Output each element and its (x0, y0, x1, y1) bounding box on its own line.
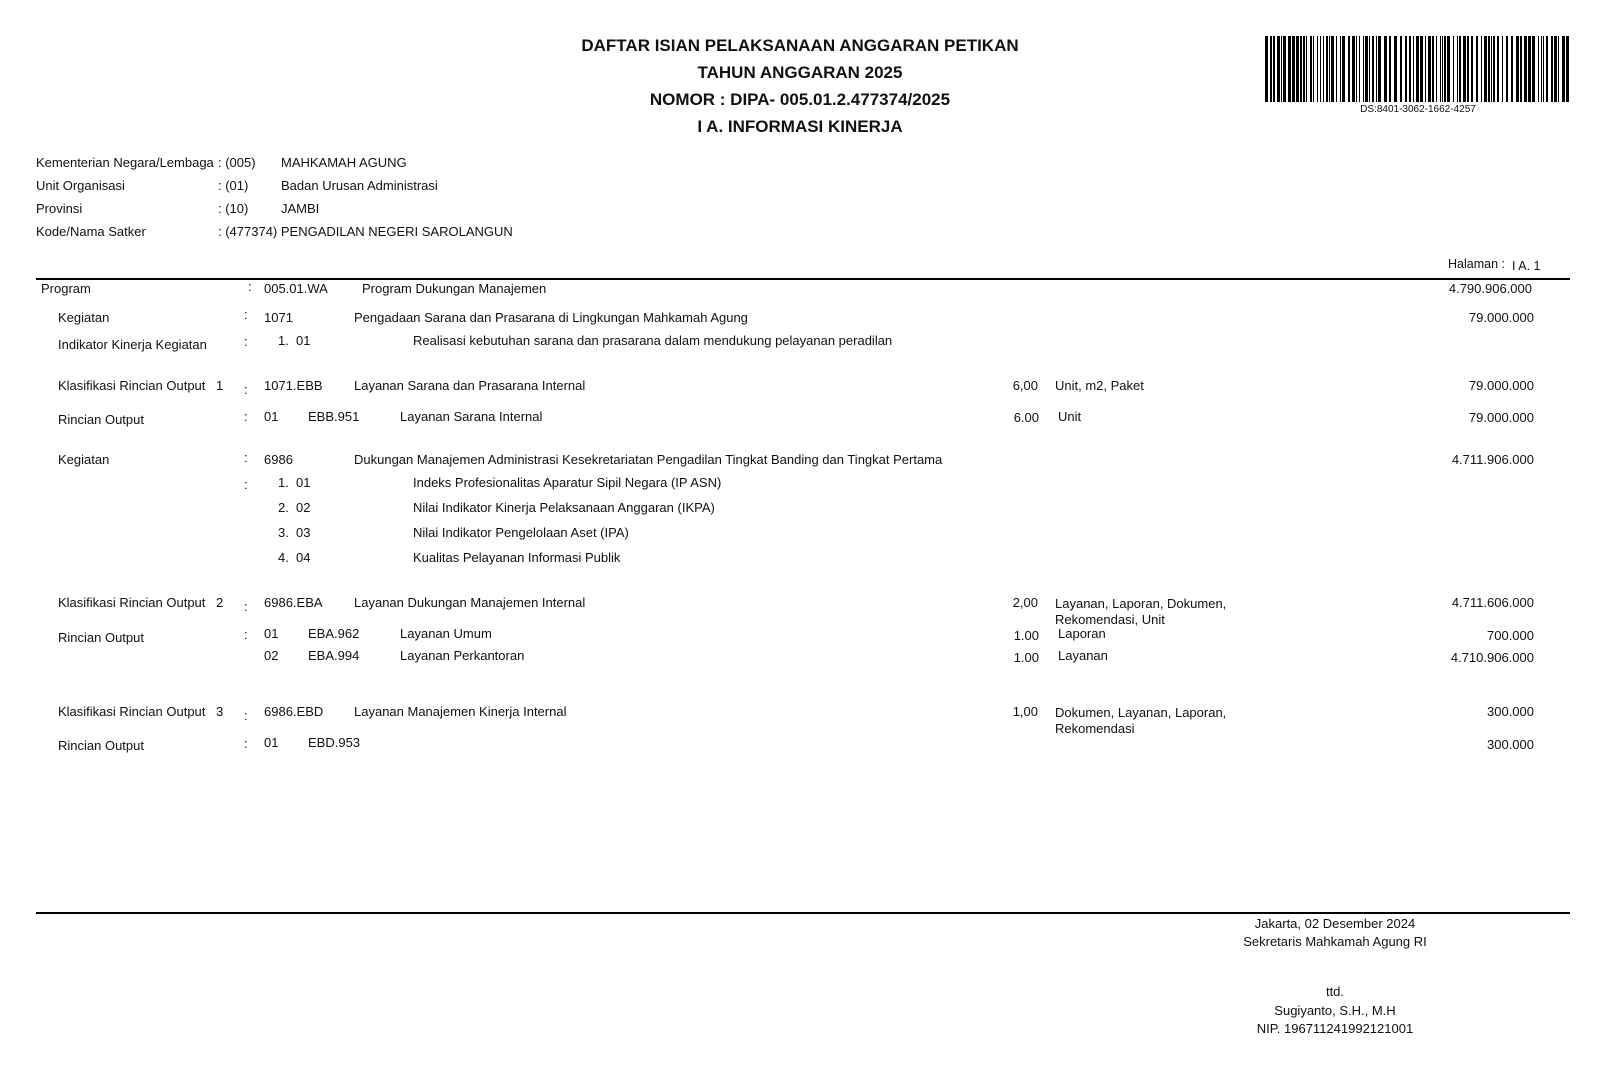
page-label: Halaman : (1448, 257, 1505, 271)
signatory-name: Sugiyanto, S.H., M.H (1274, 1003, 1396, 1018)
program-code: 005.01.WA (264, 281, 328, 296)
kro-label: Klasifikasi Rincian Output (58, 378, 206, 393)
identity-label-satker: Kode/Nama Satker (36, 224, 146, 239)
indikator-no: 1. (278, 333, 289, 348)
kegiatan-amount: 4.711.906.000 (1451, 452, 1534, 467)
kro-amount: 4.711.606.000 (1451, 595, 1534, 610)
identity-value-satker: : (477374) PENGADILAN NEGERI SAROLANGUN (218, 224, 513, 239)
ro-row-unit: Laporan (1058, 626, 1106, 641)
kro-colon: : (244, 599, 248, 614)
kegiatan-code: 1071 (264, 310, 293, 325)
ro-row-amount: 700.000 (1487, 628, 1534, 643)
indikator-code: 03 (296, 525, 311, 540)
kegiatan-label: Kegiatan (58, 452, 110, 467)
signature-position: Sekretaris Mahkamah Agung RI (1243, 934, 1427, 949)
program-colon: : (248, 279, 252, 294)
kro-label: Klasifikasi Rincian Output (58, 595, 206, 610)
indikator-text: Nilai Indikator Pengelolaan Aset (IPA) (413, 525, 629, 540)
kro-volume: 1,00 (1012, 704, 1038, 719)
indikator-code: 04 (296, 550, 311, 565)
indikator-text: Nilai Indikator Kinerja Pelaksanaan Anggaran (IKPA) (413, 500, 715, 515)
kro-name: Layanan Manajemen Kinerja Internal (354, 704, 567, 719)
ro-row-amount: 4.710.906.000 (1450, 650, 1534, 665)
kegiatan-name: Dukungan Manajemen Administrasi Kesekretariatan Pengadilan Tingkat Banding dan Tingkat Pertama (354, 452, 943, 467)
signature-ttd: ttd. (1325, 984, 1345, 999)
kro-number: 3 (216, 704, 224, 719)
ro-label: Rincian Output (58, 630, 144, 645)
ro-colon: : (244, 409, 248, 424)
identity-label-unit: Unit Organisasi (36, 178, 125, 193)
signature-place-date: Jakarta, 02 Desember 2024 (1254, 916, 1416, 931)
kro-volume: 6,00 (1012, 378, 1038, 393)
kro-unit: Unit, m2, Paket (1055, 378, 1144, 393)
program-name: Program Dukungan Manajemen (362, 281, 547, 296)
barcode-text: DS:8401-3062-1662-4257 (1360, 104, 1476, 115)
ro-row-amount: 79.000.000 (1468, 410, 1534, 425)
dipa-number: NOMOR : DIPA- 005.01.2.477374/2025 (649, 90, 951, 109)
document-title: DAFTAR ISIAN PELAKSANAAN ANGGARAN PETIKAN (581, 36, 1019, 55)
ro-row-volume: 1.00 (1013, 628, 1039, 643)
ro-row-number: 02 (264, 648, 279, 663)
fiscal-year: TAHUN ANGGARAN 2025 (697, 63, 903, 82)
kro-number: 1 (216, 378, 224, 393)
kro-code: 6986.EBD (264, 704, 324, 719)
ro-colon: : (244, 627, 248, 642)
section-title: I A. INFORMASI KINERJA (697, 117, 903, 136)
ro-row-volume: 1.00 (1013, 650, 1039, 665)
ro-row-name: Layanan Umum (400, 626, 492, 641)
kro-code: 1071.EBB (264, 378, 323, 393)
ro-row-code: EBA.962 (308, 626, 360, 641)
indikator-text: Kualitas Pelayanan Informasi Publik (413, 550, 621, 565)
identity-value-unit: Badan Urusan Administrasi (281, 178, 438, 193)
kro-volume: 2,00 (1012, 595, 1038, 610)
kro-name: Layanan Dukungan Manajemen Internal (354, 595, 586, 610)
kegiatan-code: 6986 (264, 452, 293, 467)
kro-code: 6986.EBA (264, 595, 323, 610)
indikator-colon: : (244, 477, 248, 492)
ro-row-code: EBB.951 (308, 409, 360, 424)
kro-unit: Dokumen, Layanan, Laporan, (1055, 705, 1227, 720)
identity-code-unit: : (01) (218, 178, 249, 193)
program-label: Program (41, 281, 91, 296)
kegiatan-colon: : (244, 450, 248, 465)
table-bottom-rule (36, 912, 1570, 914)
ro-label: Rincian Output (58, 738, 144, 753)
ro-row-number: 01 (264, 735, 279, 750)
kro-unit-continued: Rekomendasi (1055, 721, 1135, 736)
kro-colon: : (244, 382, 248, 397)
kegiatan-amount: 79.000.000 (1468, 310, 1534, 325)
kro-name: Layanan Sarana dan Prasarana Internal (354, 378, 586, 393)
ro-row-name: Layanan Sarana Internal (400, 409, 543, 424)
indikator-no: 3. (278, 525, 289, 540)
kro-amount: 79.000.000 (1468, 378, 1534, 393)
indikator-no: 2. (278, 500, 289, 515)
indikator-code: 01 (296, 333, 311, 348)
identity-label-provinsi: Provinsi (36, 201, 83, 216)
program-amount: 4.790.906.000 (1448, 281, 1532, 296)
kegiatan-name: Pengadaan Sarana dan Prasarana di Lingkungan Mahkamah Agung (354, 310, 748, 325)
indikator-no: 1. (278, 475, 289, 490)
indikator-code: 01 (296, 475, 311, 490)
ro-row-unit: Layanan (1058, 648, 1108, 663)
page-number: I A. 1 (1512, 259, 1541, 273)
kro-number: 2 (216, 595, 224, 610)
indikator-text: Realisasi kebutuhan sarana dan prasarana dalam mendukung pelayanan peradilan (413, 333, 893, 348)
ro-row-number: 01 (264, 626, 279, 641)
ro-label: Rincian Output (58, 412, 144, 427)
kro-label: Klasifikasi Rincian Output (58, 704, 206, 719)
indikator-text: Indeks Profesionalitas Aparatur Sipil Negara (IP ASN) (413, 475, 722, 490)
kegiatan-label: Kegiatan (58, 310, 110, 325)
identity-code-provinsi: : (10) (218, 201, 249, 216)
indikator-label: Indikator Kinerja Kegiatan (58, 337, 207, 352)
identity-code-kementerian: : (005) (218, 155, 256, 170)
indikator-colon: : (244, 334, 248, 349)
identity-value-provinsi: JAMBI (281, 201, 320, 216)
indikator-code: 02 (296, 500, 311, 515)
kro-amount: 300.000 (1487, 704, 1534, 719)
ro-colon: : (244, 736, 248, 751)
ro-row-unit: Unit (1058, 409, 1082, 424)
identity-value-kementerian: MAHKAMAH AGUNG (281, 155, 407, 170)
kro-unit-continued: Rekomendasi, Unit (1055, 612, 1165, 627)
kro-colon: : (244, 708, 248, 723)
indikator-no: 4. (278, 550, 289, 565)
barcode-image (1265, 36, 1571, 102)
ro-row-name: Layanan Perkantoran (400, 648, 525, 663)
ro-row-code: EBD.953 (308, 735, 361, 750)
signatory-nip: NIP. 196711241992121001 (1256, 1021, 1414, 1036)
kegiatan-colon: : (244, 307, 248, 322)
ro-row-code: EBA.994 (308, 648, 360, 663)
kro-unit: Layanan, Laporan, Dokumen, (1055, 596, 1227, 611)
ro-row-volume: 6.00 (1013, 410, 1039, 425)
identity-label-kementerian: Kementerian Negara/Lembaga (36, 155, 214, 170)
ro-row-number: 01 (264, 409, 279, 424)
ro-row-amount: 300.000 (1487, 737, 1534, 752)
table-top-rule (36, 278, 1570, 280)
